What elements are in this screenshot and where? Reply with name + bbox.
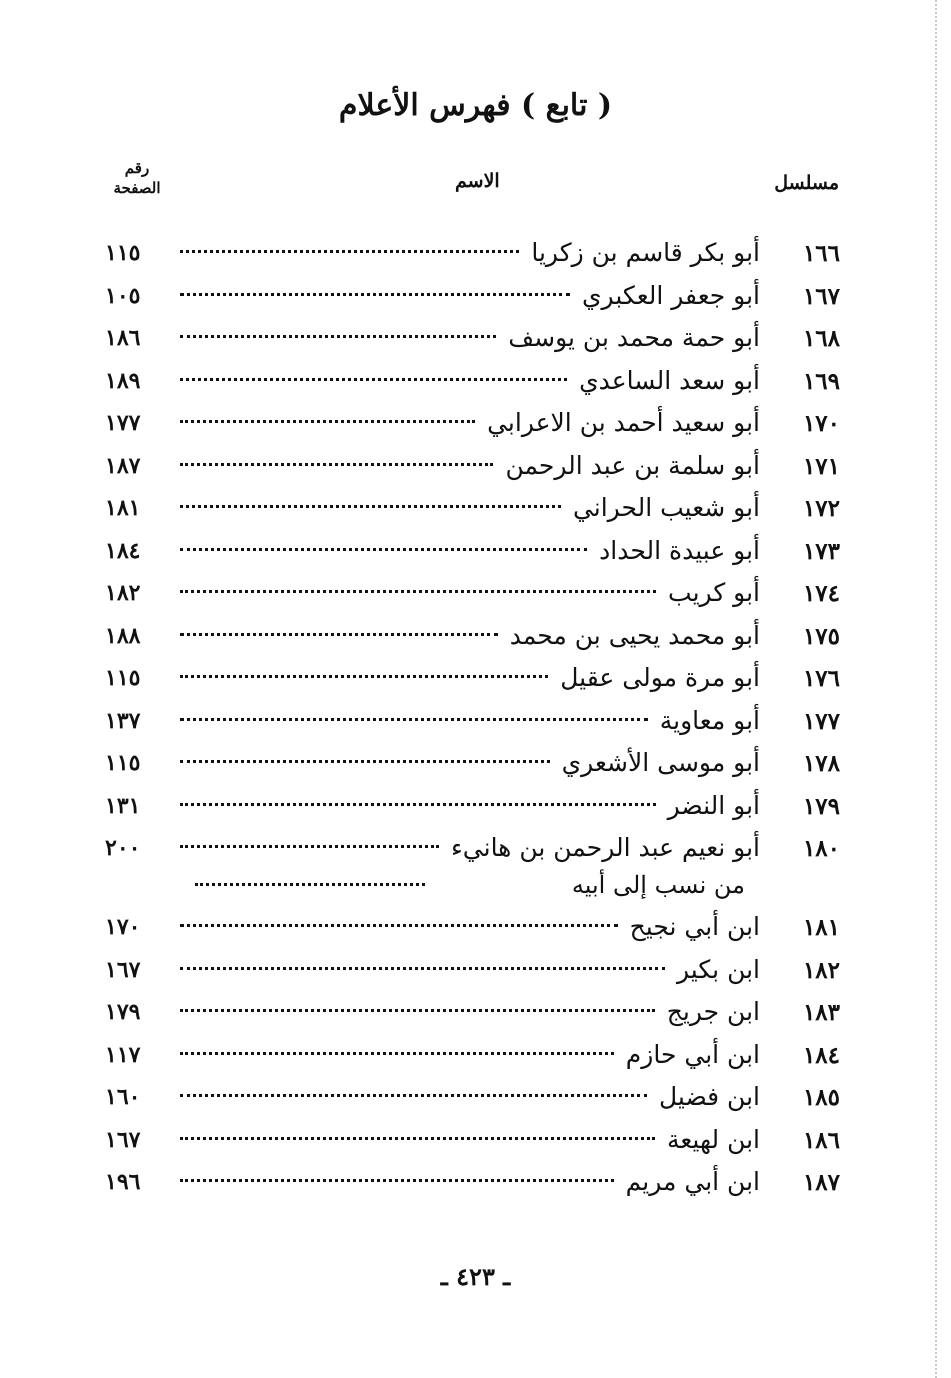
table-row (105, 491, 840, 534)
page-number-footer: ـ ٤٢٣ ـ (440, 1262, 511, 1291)
person-name: أبو نعيم عبد الرحمن بن هانيء (451, 833, 760, 862)
person-name: ابن بكير (677, 954, 760, 984)
table-row (105, 449, 840, 492)
serial-number: ١٨٤ (802, 1041, 840, 1069)
person-name: أبو سعيد أحمد بن الاعرابي (487, 408, 760, 437)
page-reference: ١٨٨ (105, 622, 141, 649)
dot-leader (180, 1009, 655, 1012)
dot-leader (180, 378, 567, 381)
dot-leader (180, 463, 493, 466)
person-name: أبو سعد الساعدي (579, 365, 760, 395)
table-row (105, 279, 840, 322)
index-table (105, 236, 840, 1208)
header-page-number (102, 158, 172, 198)
person-name: ابن لهيعة (666, 1124, 760, 1154)
header-serial: مسلسل (774, 172, 839, 194)
page-reference: ١٨٢ (105, 580, 141, 606)
person-name: ابن أبي حازم (625, 1039, 760, 1069)
table-row (105, 576, 840, 619)
person-name: ابن فضيل (659, 1082, 760, 1111)
person-name: أبو سلمة بن عبد الرحمن (505, 450, 760, 480)
header-name: الاسم (455, 170, 500, 192)
page-reference: ١٦٠ (105, 1084, 141, 1110)
table-row (105, 910, 840, 953)
serial-number: ١٨١ (802, 914, 840, 941)
table-row (105, 321, 840, 364)
person-name: أبو معاوية (659, 705, 760, 735)
page-reference: ٢٠٠ (105, 835, 141, 861)
person-name: أبو كريب (668, 578, 760, 607)
table-row (105, 661, 840, 704)
person-name: ابن أبي نجيح (629, 912, 760, 941)
serial-number: ١٧٠ (802, 410, 840, 437)
serial-number: ١٨٧ (802, 1169, 840, 1196)
page-reference: ١٦٧ (105, 956, 141, 983)
page-reference: ١٩٦ (105, 1169, 141, 1195)
serial-number: ١٦٩ (802, 367, 840, 395)
table-row (105, 995, 840, 1038)
page-reference: ١٧٠ (105, 914, 141, 940)
page-reference: ١٦٧ (105, 1126, 141, 1153)
serial-number: ١٧٨ (802, 750, 840, 777)
page-reference: ١٨٤ (105, 537, 141, 564)
dot-leader (180, 633, 498, 636)
table-row (105, 1080, 840, 1123)
dot-leader (180, 250, 519, 253)
table-row (105, 1123, 840, 1166)
table-row (105, 1165, 840, 1208)
dot-leader (180, 1179, 614, 1182)
page-title: ( تابع ) فهرس الأعلام (338, 88, 613, 123)
serial-number: ١٧٤ (802, 580, 840, 607)
serial-number: ١٧٢ (802, 495, 840, 522)
table-row (105, 789, 840, 832)
header-page-line1: رقم (124, 159, 150, 177)
person-name: أبو محمد يحيى بن محمد (509, 620, 760, 650)
page-reference: ١١٧ (105, 1041, 141, 1068)
page-reference: ١٨١ (105, 495, 141, 521)
person-name: ابن أبي مريم (625, 1167, 760, 1196)
page-reference: ١١٥ (105, 750, 141, 776)
dot-leader (180, 760, 550, 763)
page-reference: ١٨٦ (105, 325, 141, 351)
serial-number: ١٧٦ (802, 665, 840, 692)
person-name: ابن جريج (666, 997, 760, 1026)
dot-leader (180, 967, 665, 970)
serial-number: ١٨٢ (802, 956, 840, 984)
dot-leader (180, 845, 439, 848)
table-row (105, 831, 840, 910)
table-row (105, 236, 840, 279)
table-row (105, 534, 840, 577)
serial-number: ١٨٥ (802, 1084, 840, 1111)
person-name: أبو بكر قاسم بن زكريا (531, 238, 760, 267)
section-subheading: من نسب إلى أبيه (571, 871, 745, 899)
page-reference: ١٨٧ (105, 452, 141, 479)
page-reference: ١١٥ (105, 665, 141, 691)
person-name: أبو موسى الأشعري (561, 748, 760, 777)
serial-number: ١٧٧ (802, 707, 840, 735)
dot-leader (180, 420, 475, 423)
page-reference: ١١٥ (105, 240, 141, 266)
dot-leader (180, 718, 648, 721)
serial-number: ١٧٩ (802, 792, 840, 820)
page-reference: ١٣١ (105, 792, 141, 819)
serial-number: ١٦٦ (802, 240, 840, 267)
dot-leader (180, 803, 656, 806)
table-row (105, 364, 840, 407)
serial-number: ١٧١ (802, 452, 840, 480)
dot-leader (180, 590, 656, 593)
dot-leader (195, 883, 425, 886)
scan-edge-dotted-line (934, 0, 937, 1378)
dot-leader (180, 1094, 647, 1097)
page-reference: ١٧٧ (105, 410, 141, 436)
person-name: أبو شعيب الحراني (572, 493, 760, 522)
serial-number: ١٨٣ (802, 999, 840, 1026)
person-name: أبو حمة محمد بن يوسف (508, 323, 760, 352)
header-page-line2: الصفحة (113, 179, 161, 197)
dot-leader (180, 675, 548, 678)
table-row (105, 619, 840, 662)
page-reference: ١٧٩ (105, 999, 141, 1025)
serial-number: ١٧٣ (802, 537, 840, 565)
person-name: أبو النضر (667, 790, 760, 820)
dot-leader (180, 548, 587, 551)
dot-leader (180, 505, 561, 508)
table-row (105, 704, 840, 747)
page-reference: ١٨٩ (105, 367, 141, 394)
serial-number: ١٦٨ (802, 325, 840, 352)
dot-leader (180, 1052, 614, 1055)
serial-number: ١٦٧ (802, 282, 840, 310)
table-row (105, 406, 840, 449)
serial-number: ١٨٦ (802, 1126, 840, 1154)
table-row (105, 953, 840, 996)
dot-leader (180, 335, 496, 338)
person-name: أبو مرة مولى عقيل (560, 663, 760, 692)
table-row (105, 746, 840, 789)
person-name: أبو جعفر العكبري (581, 280, 760, 310)
person-name: أبو عبيدة الحداد (599, 535, 760, 565)
serial-number: ١٧٥ (802, 622, 840, 650)
serial-number: ١٨٠ (802, 835, 840, 862)
page-reference: ١٠٥ (105, 282, 141, 309)
table-row (105, 1038, 840, 1081)
dot-leader (180, 293, 570, 296)
page-reference: ١٣٧ (105, 707, 141, 734)
dot-leader (180, 1137, 655, 1140)
dot-leader (180, 924, 618, 927)
